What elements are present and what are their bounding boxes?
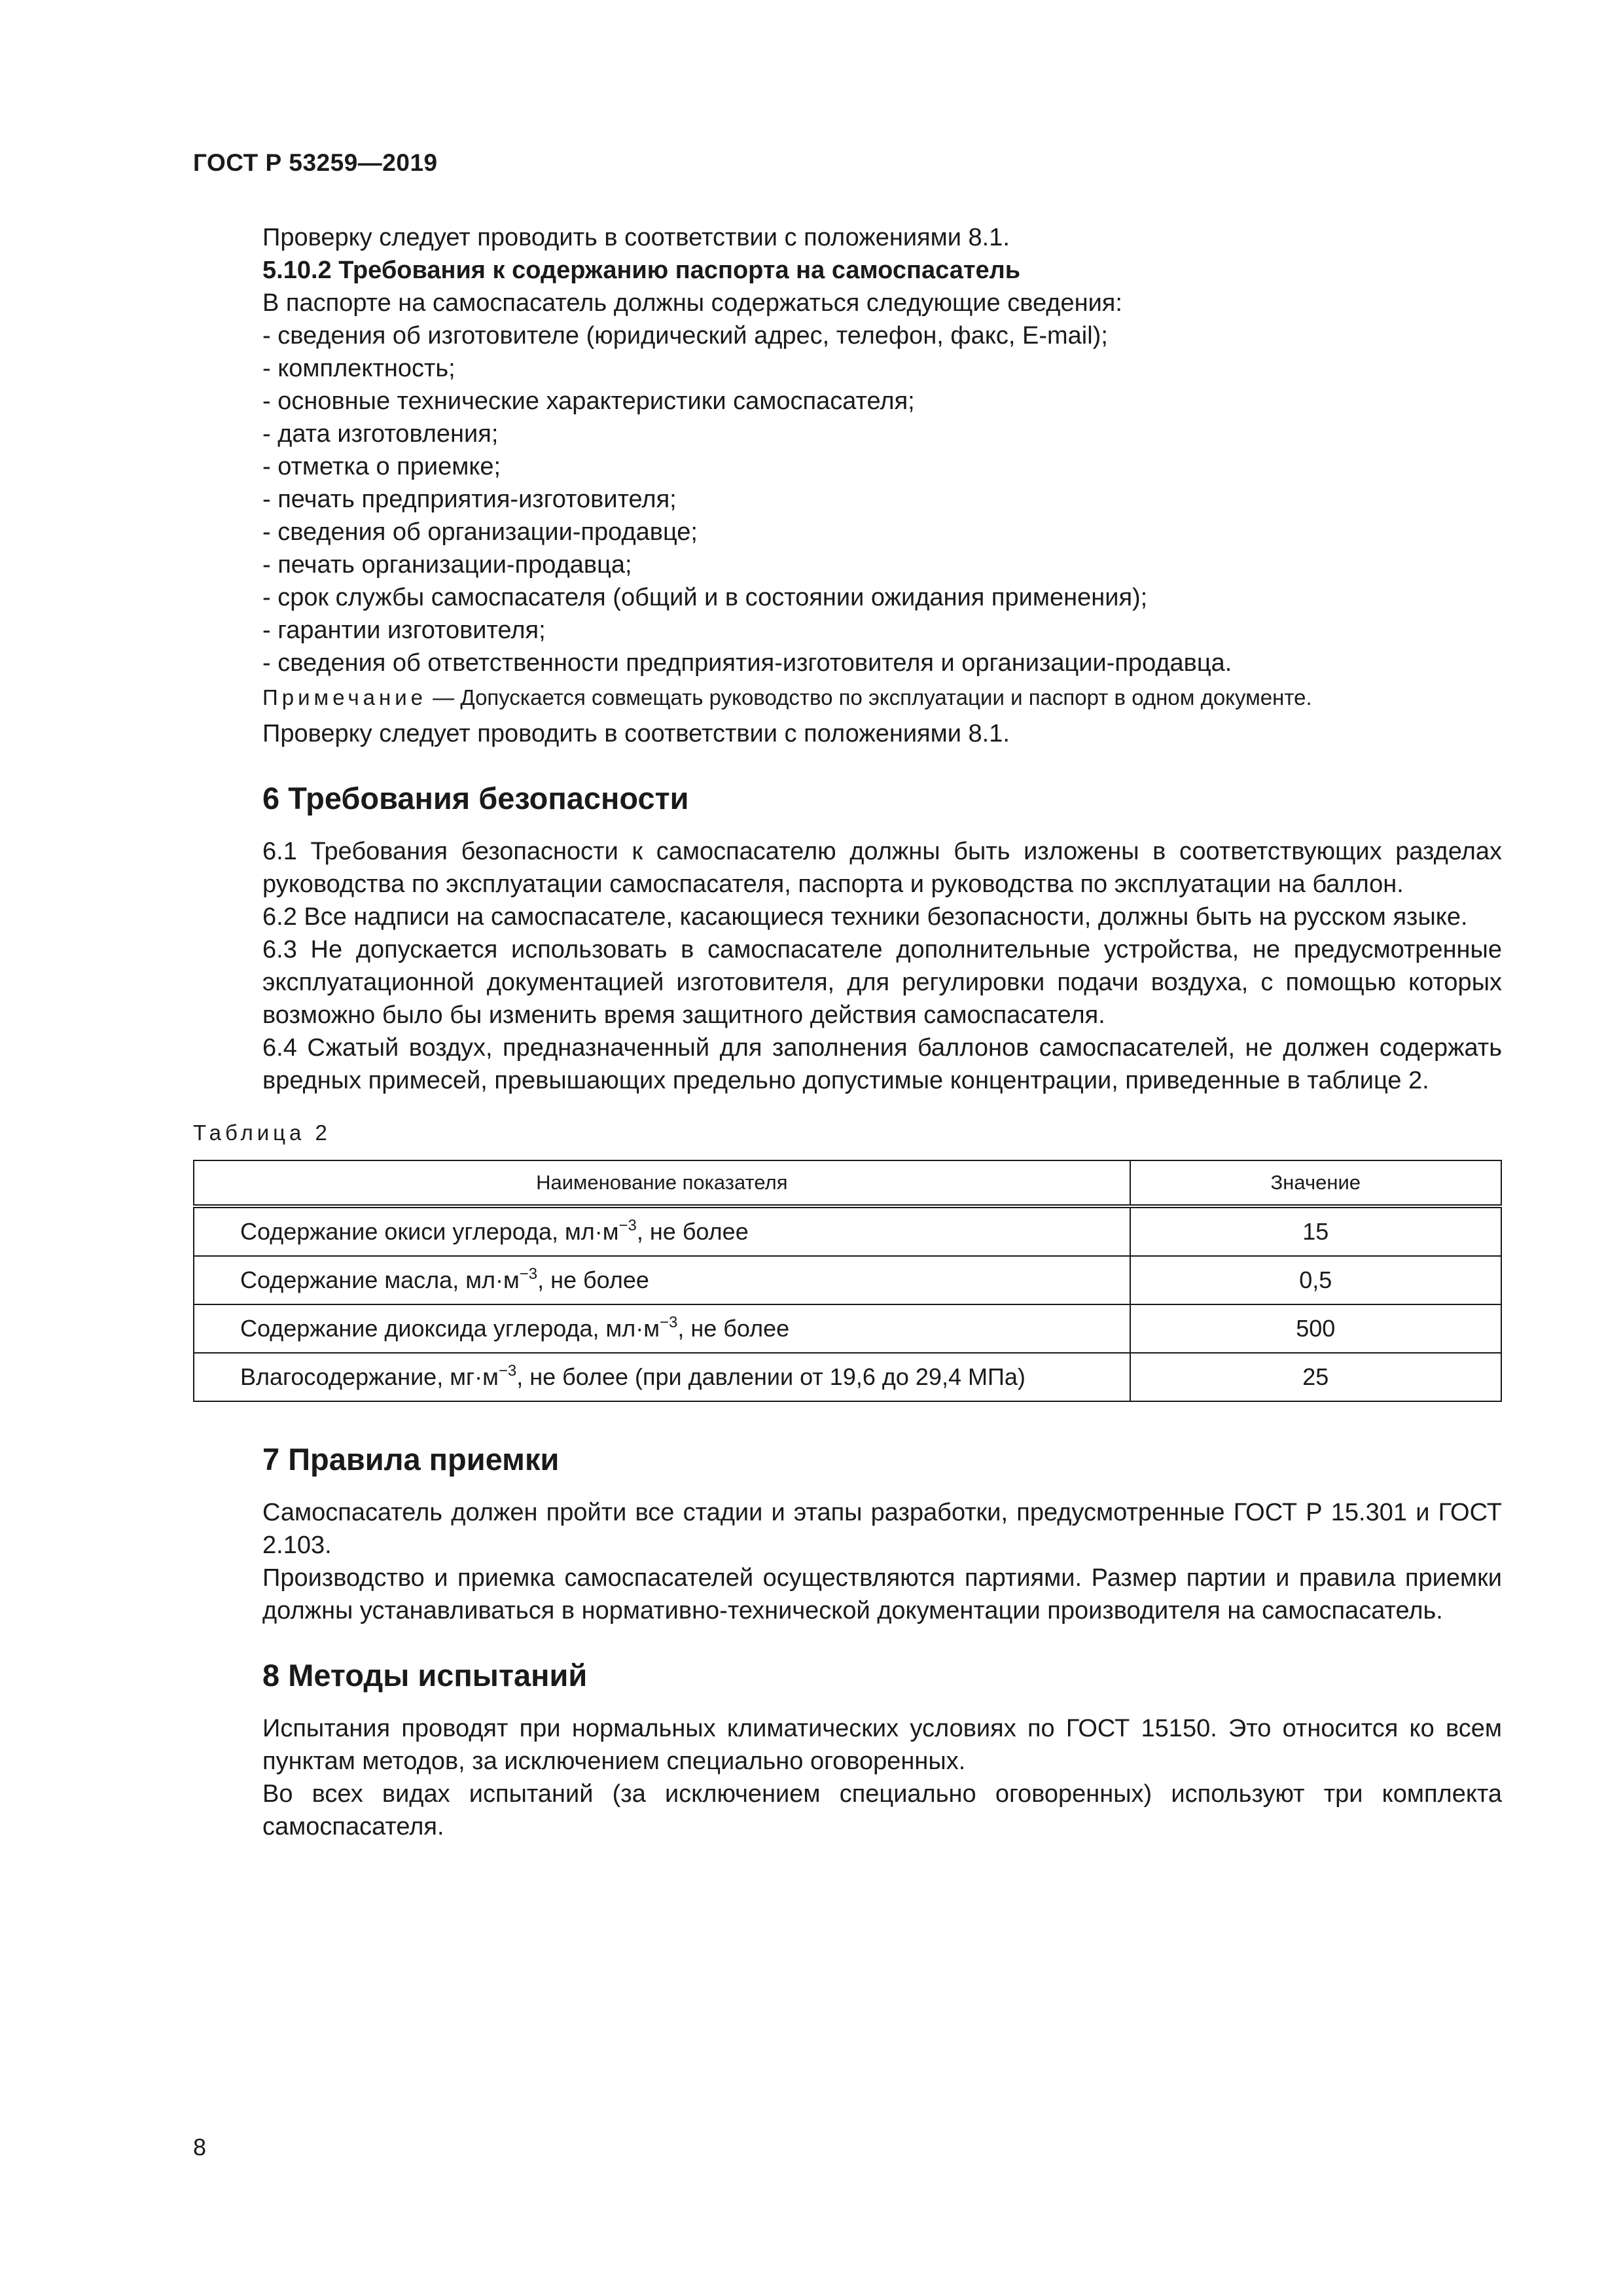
table-header-row bbox=[194, 1160, 1501, 1206]
cell-text: , не более bbox=[636, 1218, 749, 1245]
cell-exponent: −3 bbox=[618, 1217, 637, 1234]
list-item: - печать организации-продавца; bbox=[262, 551, 632, 579]
paragraph: 6.3 Не допускается использовать в самоспасателе дополнительные устройства, не предусмотренные эксплуатационной документацией изготовителя, для регулировки подачи воздуха, с помощью которых возможно было бы изменить время защитного действия самоспасателя. bbox=[262, 936, 1502, 1029]
table-cell-name bbox=[194, 1304, 1130, 1353]
table-cell-name bbox=[194, 1256, 1130, 1304]
check-line: Проверку следует проводить в соответствии с положениями 8.1. bbox=[262, 720, 1010, 747]
page-content bbox=[193, 221, 1502, 1843]
table-row bbox=[194, 1304, 1501, 1353]
table-cell-name bbox=[194, 1353, 1130, 1401]
cell-text: , не более bbox=[677, 1315, 790, 1342]
cell-exponent: −3 bbox=[659, 1314, 678, 1331]
cell-text: , не более (при давлении от 19,6 до 29,4 МПа) bbox=[516, 1363, 1026, 1390]
table-row bbox=[194, 1353, 1501, 1401]
paragraph: Производство и приемка самоспасателей осуществляются партиями. Размер партии и правила приемки должны устанавливаться в нормативно-технической документации производителя на самоспасатель. bbox=[262, 1564, 1502, 1624]
table-cell-value: 25 bbox=[1130, 1353, 1501, 1401]
list-item: - комплектность; bbox=[262, 355, 455, 382]
paragraph: 6.1 Требования безопасности к самоспасателю должны быть изложены в соответствующих разделах руководства по эксплуатации самоспасателя, паспорта и руководства по эксплуатации на баллон. bbox=[262, 838, 1502, 898]
column-header-value: Значение bbox=[1130, 1160, 1501, 1206]
check-line: Проверку следует проводить в соответствии с положениями 8.1. bbox=[262, 224, 1010, 251]
paragraph: 6.2 Все надписи на самоспасателе, касающиеся техники безопасности, должны быть на русском языке. bbox=[262, 903, 1468, 931]
note bbox=[193, 683, 1502, 712]
cell-text: Содержание окиси углерода, мл·м bbox=[240, 1218, 619, 1245]
cell-exponent: −3 bbox=[498, 1362, 517, 1380]
subsection-title: 5.10.2 Требования к содержанию паспорта на самоспасатель bbox=[262, 257, 1021, 284]
passport-items-list bbox=[193, 319, 1502, 679]
paragraph: 6.4 Сжатый воздух, предназначенный для заполнения баллонов самоспасателей, не должен содержать вредных примесей, превышающих предельно допустимые концентрации, приведенные в таблице 2. bbox=[262, 1034, 1502, 1094]
list-item: - печать предприятия-изготовителя; bbox=[262, 486, 677, 513]
table-cell-name bbox=[194, 1206, 1130, 1256]
section-6-heading: 6 Требования безопасности bbox=[262, 781, 689, 816]
section-7-heading: 7 Правила приемки bbox=[262, 1442, 560, 1477]
paragraph: Во всех видах испытаний (за исключением специально оговоренных) используют три комплекта самоспасателя. bbox=[262, 1780, 1502, 1840]
table-title: Таблица 2 bbox=[193, 1121, 331, 1145]
note-label: Примечание bbox=[262, 685, 427, 709]
cell-text: Содержание масла, мл·м bbox=[240, 1266, 520, 1293]
table-cell-value: 500 bbox=[1130, 1304, 1501, 1353]
paragraph: Самоспасатель должен пройти все стадии и этапы разработки, предусмотренные ГОСТ Р 15.301 и ГОСТ 2.103. bbox=[262, 1499, 1502, 1559]
data-table bbox=[193, 1160, 1502, 1402]
list-item: - сведения об ответственности предприятия-изготовителя и организации-продавца. bbox=[262, 649, 1232, 677]
list-item: - сведения об организации-продавце; bbox=[262, 518, 698, 546]
note-text: — Допускается совмещать руководство по эксплуатации и паспорт в одном документе. bbox=[427, 685, 1312, 709]
list-item: - сведения об изготовителе (юридический адрес, телефон, факс, E-mail); bbox=[262, 322, 1108, 350]
cell-text: Влагосодержание, мг·м bbox=[240, 1363, 499, 1390]
table-row bbox=[194, 1256, 1501, 1304]
list-item: - гарантии изготовителя; bbox=[262, 617, 546, 644]
column-header-name: Наименование показателя bbox=[194, 1160, 1130, 1206]
table-cell-value: 0,5 bbox=[1130, 1256, 1501, 1304]
cell-text: Содержание диоксида углерода, мл·м bbox=[240, 1315, 660, 1342]
section-8-heading: 8 Методы испытаний bbox=[262, 1658, 588, 1693]
page-number: 8 bbox=[193, 2134, 207, 2161]
paragraph: Испытания проводят при нормальных климатических условиях по ГОСТ 15150. Это относится ко всем пунктам методов, за исключением специально оговоренных. bbox=[262, 1715, 1502, 1775]
cell-exponent: −3 bbox=[519, 1265, 538, 1283]
document-header: ГОСТ Р 53259—2019 bbox=[193, 149, 438, 176]
passport-intro: В паспорте на самоспасатель должны содержаться следующие сведения: bbox=[262, 289, 1122, 317]
table-row bbox=[194, 1206, 1501, 1256]
list-item: - основные технические характеристики самоспасателя; bbox=[262, 387, 915, 415]
list-item: - дата изготовления; bbox=[262, 420, 499, 448]
list-item: - отметка о приемке; bbox=[262, 453, 501, 480]
cell-text: , не более bbox=[537, 1266, 649, 1293]
table-cell-value: 15 bbox=[1130, 1206, 1501, 1256]
list-item: - срок службы самоспасателя (общий и в состоянии ожидания применения); bbox=[262, 584, 1148, 611]
